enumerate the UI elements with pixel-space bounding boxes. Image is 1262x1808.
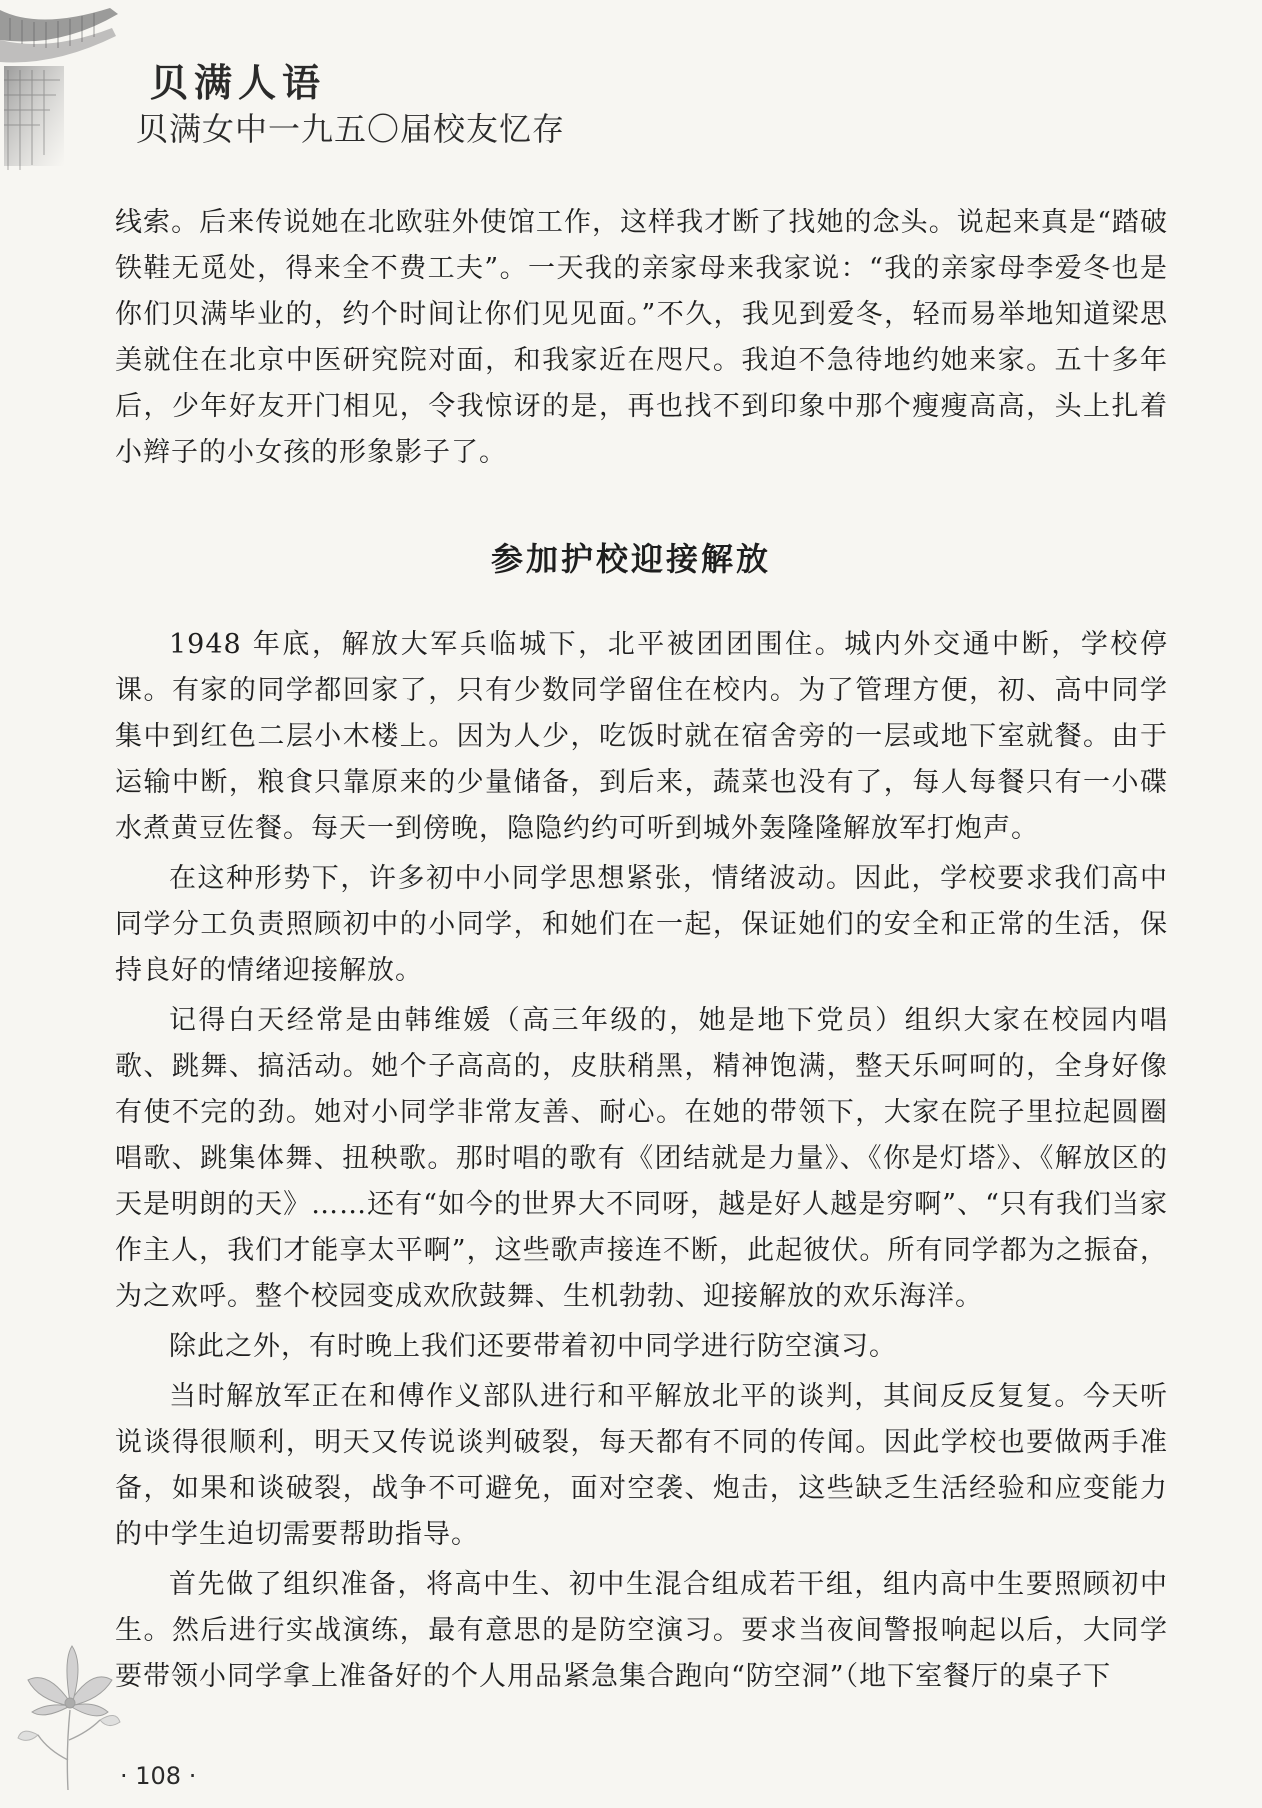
continued-text (115, 200, 1168, 480)
book-subtitle: 贝满女中一九五〇届校友忆存 (136, 110, 566, 148)
paragraph: 记得白天经常是由韩维媛（高三年级的，她是地下党员）组织大家在校园内唱歌、跳舞、搞活动。她个子高高的，皮肤稍黑，精神饱满，整天乐呵呵的，全身好像有使不完的劲。她对小同学非常友善、耐心。在她的带领下，大家在院子里拉起圆圈唱歌、跳集体舞、扭秧歌。那时唱的歌有《团结就是力量》、《你是灯塔》、《解放区的天是明朗的天》……还有“如今的世界大不同呀，越是好人越是穷啊”、“只有我们当家作主人，我们才能享太平啊”，这些歌声接连不断，此起彼伏。所有同学都为之振奋，为之欢呼。整个校园变成欢欣鼓舞、生机勃勃、迎接解放的欢乐海洋。 (115, 1005, 1168, 1312)
pavilion-illustration (0, 0, 150, 175)
flower-illustration (8, 1640, 128, 1805)
paragraph: 除此之外，有时晚上我们还要带着初中同学进行防空演习。 (169, 1331, 897, 1362)
section-heading: 参加护校迎接解放 (490, 540, 771, 578)
paragraph: 1948 年底，解放大军兵临城下，北平被团团围住。城内外交通中断，学校停课。有家的同学都回家了，只有少数同学留住在校内。为了管理方便，初、高中同学集中到红色二层小木楼上。因为人少，吃饭时就在宿舍旁的一层或地下室就餐。由于运输中断，粮食只靠原来的少量储备，到后来，蔬菜也没有了，每人每餐只有一小碟水煮黄豆佐餐。每天一到傍晚，隐隐约约可听到城外轰隆隆解放军打炮声。 (115, 629, 1168, 844)
paragraph: 在这种形势下，许多初中小同学思想紧张，情绪波动。因此，学校要求我们高中同学分工负责照顾初中的小同学，和她们在一起，保证她们的安全和正常的生活，保持良好的情绪迎接解放。 (115, 863, 1168, 986)
page-number: · 108 · (120, 1762, 197, 1790)
paragraph: 线索。后来传说她在北欧驻外使馆工作，这样我才断了找她的念头。说起来真是“踏破铁鞋无觅处，得来全不费工夫”。一天我的亲家母来我家说：“我的亲家母李爱冬也是你们贝满毕业的，约个时间让你们见见面。”不久，我见到爱冬，轻而易举地知道梁思美就住在北京中医研究院对面，和我家近在咫尺。我迫不急待地约她来家。五十多年后，少年好友开门相见，令我惊讶的是，再也找不到印象中那个瘦瘦高高，头上扎着小辫子的小女孩的形象影子了。 (115, 207, 1168, 468)
series-title: 贝满人语 (150, 61, 327, 105)
section-body (115, 622, 1168, 1704)
paragraph: 首先做了组织准备，将高中生、初中生混合组成若干组，组内高中生要照顾初中生。然后进行实战演练，最有意思的是防空演习。要求当夜间警报响起以后，大同学要带领小同学拿上准备好的个人用品紧急集合跑向“防空洞”（地下室餐厅的桌子下 (115, 1569, 1168, 1692)
paragraph: 当时解放军正在和傅作义部队进行和平解放北平的谈判，其间反反复复。今天听说谈得很顺利，明天又传说谈判破裂，每天都有不同的传闻。因此学校也要做两手准备，如果和谈破裂，战争不可避免，面对空袭、炮击，这些缺乏生活经验和应变能力的中学生迫切需要帮助指导。 (115, 1381, 1168, 1550)
